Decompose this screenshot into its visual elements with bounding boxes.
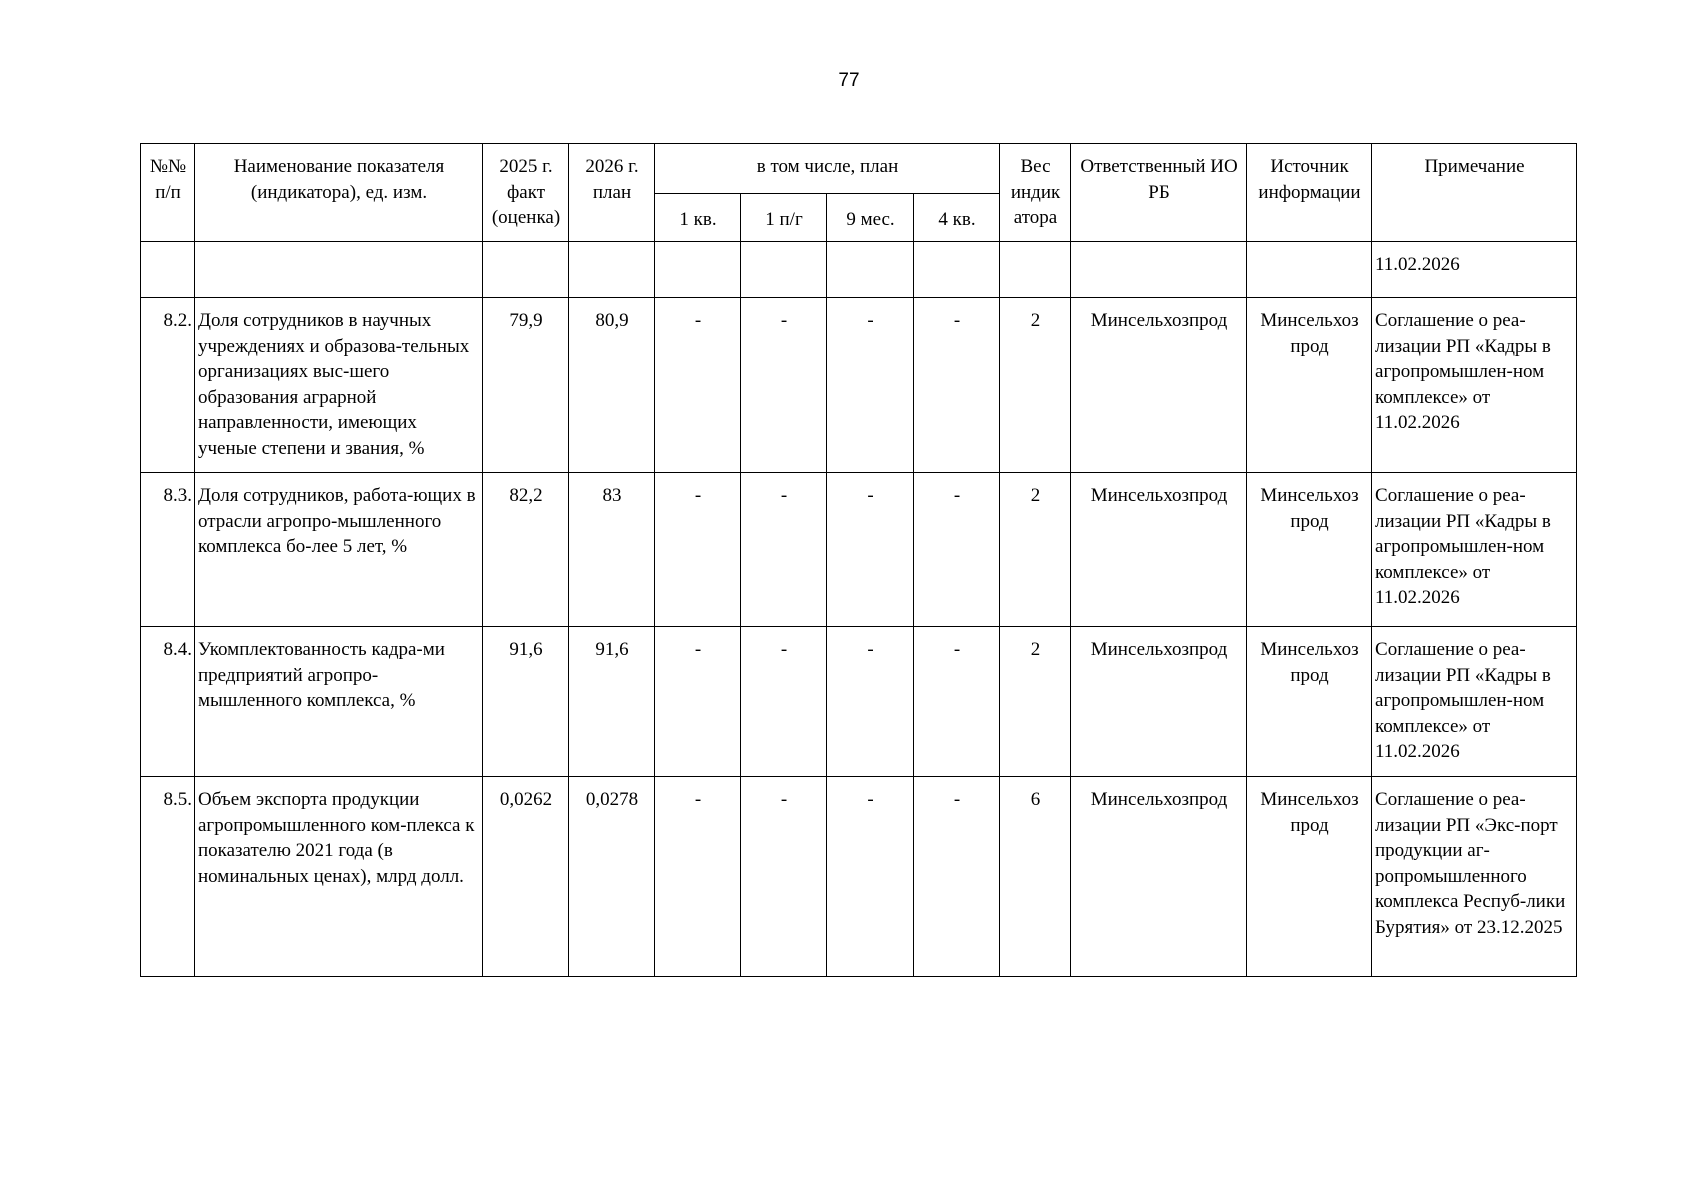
- row-number: 8.5.: [141, 777, 195, 977]
- plan-2026-value: 83: [569, 473, 655, 627]
- 9m-value: -: [827, 298, 914, 473]
- indicators-table: [140, 143, 1577, 977]
- 9m-value: -: [827, 777, 914, 977]
- header-weight: Вес индик атора: [1000, 144, 1071, 242]
- continuation-note: 11.02.2026: [1372, 242, 1577, 298]
- plan-2026-value: 91,6: [569, 627, 655, 777]
- h1-value: -: [741, 298, 827, 473]
- empty-cell: [483, 242, 569, 298]
- weight-value: 2: [1000, 298, 1071, 473]
- table-row: [141, 298, 1577, 473]
- header-h1: 1 п/г: [741, 194, 827, 242]
- header-9m: 9 мес.: [827, 194, 914, 242]
- empty-cell: [141, 242, 195, 298]
- note-value: Соглашение о реа-лизации РП «Экс-порт продукции аг-ропромышленного комплекса Респуб-лики Бурятия» от 23.12.2025: [1372, 777, 1577, 977]
- header-q4: 4 кв.: [914, 194, 1000, 242]
- q4-value: -: [914, 627, 1000, 777]
- source-value: Минсельхоз прод: [1247, 473, 1372, 627]
- header-note: Примечание: [1372, 144, 1577, 242]
- header-row-top: [141, 144, 1577, 194]
- fact-2025-value: 82,2: [483, 473, 569, 627]
- row-number: 8.4.: [141, 627, 195, 777]
- table-row: [141, 473, 1577, 627]
- header-including-plan: в том числе, план: [655, 144, 1000, 194]
- h1-value: -: [741, 627, 827, 777]
- q4-value: -: [914, 473, 1000, 627]
- empty-cell: [1000, 242, 1071, 298]
- plan-2026-value: 80,9: [569, 298, 655, 473]
- empty-cell: [1071, 242, 1247, 298]
- note-value: Соглашение о реа-лизации РП «Кадры в агропромышлен-ном комплексе» от 11.02.2026: [1372, 298, 1577, 473]
- table-row: [141, 627, 1577, 777]
- note-value: Соглашение о реа-лизации РП «Кадры в агропромышлен-ном комплексе» от 11.02.2026: [1372, 473, 1577, 627]
- row-number: 8.3.: [141, 473, 195, 627]
- empty-cell: [741, 242, 827, 298]
- empty-cell: [1247, 242, 1372, 298]
- 9m-value: -: [827, 627, 914, 777]
- q1-value: -: [655, 627, 741, 777]
- empty-cell: [655, 242, 741, 298]
- indicator-name: Доля сотрудников, работа-ющих в отрасли агропро-мышленного комплекса бо-лее 5 лет, %: [195, 473, 483, 627]
- empty-cell: [569, 242, 655, 298]
- weight-value: 2: [1000, 627, 1071, 777]
- q1-value: -: [655, 298, 741, 473]
- header-plan-2026: 2026 г. план: [569, 144, 655, 242]
- indicator-name: Объем экспорта продукции агропромышленного ком-плекса к показателю 2021 года (в номинальных ценах), млрд долл.: [195, 777, 483, 977]
- fact-2025-value: 0,0262: [483, 777, 569, 977]
- indicator-name: Доля сотрудников в научных учреждениях и образова-тельных организациях выс-шего образования аграрной направленности, имеющих ученые степени и звания, %: [195, 298, 483, 473]
- responsible-value: Минсельхозпрод: [1071, 777, 1247, 977]
- header-responsible: Ответственный ИО РБ: [1071, 144, 1247, 242]
- header-fact-2025: 2025 г. факт (оценка): [483, 144, 569, 242]
- continuation-row: [141, 242, 1577, 298]
- plan-2026-value: 0,0278: [569, 777, 655, 977]
- table-row: [141, 777, 1577, 977]
- weight-value: 6: [1000, 777, 1071, 977]
- note-value: Соглашение о реа-лизации РП «Кадры в агропромышлен-ном комплексе» от 11.02.2026: [1372, 627, 1577, 777]
- empty-cell: [827, 242, 914, 298]
- empty-cell: [914, 242, 1000, 298]
- weight-value: 2: [1000, 473, 1071, 627]
- header-source: Источник информации: [1247, 144, 1372, 242]
- fact-2025-value: 79,9: [483, 298, 569, 473]
- responsible-value: Минсельхозпрод: [1071, 627, 1247, 777]
- q1-value: -: [655, 473, 741, 627]
- row-number: 8.2.: [141, 298, 195, 473]
- header-name: Наименование показателя (индикатора), ед. изм.: [195, 144, 483, 242]
- q1-value: -: [655, 777, 741, 977]
- source-value: Минсельхоз прод: [1247, 298, 1372, 473]
- h1-value: -: [741, 777, 827, 977]
- source-value: Минсельхоз прод: [1247, 777, 1372, 977]
- responsible-value: Минсельхозпрод: [1071, 473, 1247, 627]
- page-number: 77: [838, 70, 860, 91]
- responsible-value: Минсельхозпрод: [1071, 298, 1247, 473]
- empty-cell: [195, 242, 483, 298]
- q4-value: -: [914, 777, 1000, 977]
- indicator-name: Укомплектованность кадра-ми предприятий агропро-мышленного комплекса, %: [195, 627, 483, 777]
- q4-value: -: [914, 298, 1000, 473]
- header-q1: 1 кв.: [655, 194, 741, 242]
- source-value: Минсельхоз прод: [1247, 627, 1372, 777]
- fact-2025-value: 91,6: [483, 627, 569, 777]
- header-nn: №№ п/п: [141, 144, 195, 242]
- 9m-value: -: [827, 473, 914, 627]
- h1-value: -: [741, 473, 827, 627]
